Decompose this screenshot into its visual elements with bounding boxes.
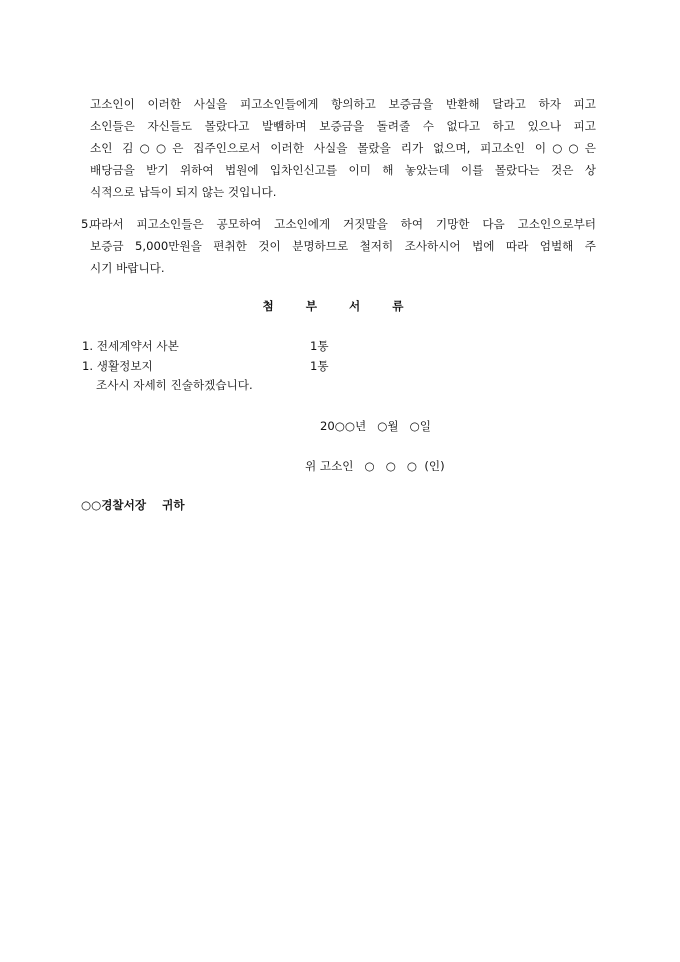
paragraph-line: 시기 바랍니다. xyxy=(90,261,165,275)
attachment-label: 1. 전세계약서 사본 xyxy=(82,339,179,353)
attachment-item xyxy=(82,337,329,355)
addressee: ○○경찰서장 귀하 xyxy=(81,498,185,512)
paragraph-line: 보증금 5,000만원을 편취한 것이 분명하므로 철저히 조사하시어 법에 따라 엄벌해 주 xyxy=(90,239,596,253)
attachments-title: 첨 부 서 류 xyxy=(262,299,418,313)
paragraph-line: 소인 김○○은 집주인으로서 이러한 사실을 몰랐을 리가 없으며, 피고소인 이○○은 xyxy=(90,141,596,155)
item-number: 5. xyxy=(81,217,93,231)
attachment-qty: 1통 xyxy=(310,339,329,353)
attachment-label: 1. 생활정보지 xyxy=(82,359,153,373)
paragraph-line: 배당금을 받기 위하여 법원에 입차인신고를 이미 해 놓았는데 이를 몰랐다는 것은 상 xyxy=(90,163,596,177)
request-paragraph xyxy=(90,213,596,279)
complainant-signature: 위 고소인 ○ ○ ○ (인) xyxy=(305,459,445,473)
paragraph-line: 식적으로 납득이 되지 않는 것입니다. xyxy=(90,185,277,199)
paragraph-line: 고소인이 이러한 사실을 피고소인들에게 항의하고 보증금을 반환해 달라고 하자 피고 xyxy=(90,97,596,111)
paragraph-line: 소인들은 자신들도 몰랐다고 발뺌하며 보증금을 돌려줄 수 없다고 하고 있으나 피고 xyxy=(90,119,596,133)
attachment-item xyxy=(82,357,329,375)
complaint-paragraph xyxy=(90,93,596,203)
testimony-note: 조사시 자세히 진술하겠습니다. xyxy=(96,378,253,392)
attachment-qty: 1통 xyxy=(310,359,329,373)
document-date: 20○○년 ○월 ○일 xyxy=(320,419,431,433)
paragraph-line: 따라서 피고소인들은 공모하여 고소인에게 거짓말을 하여 기망한 다음 고소인으로부터 xyxy=(90,217,596,231)
